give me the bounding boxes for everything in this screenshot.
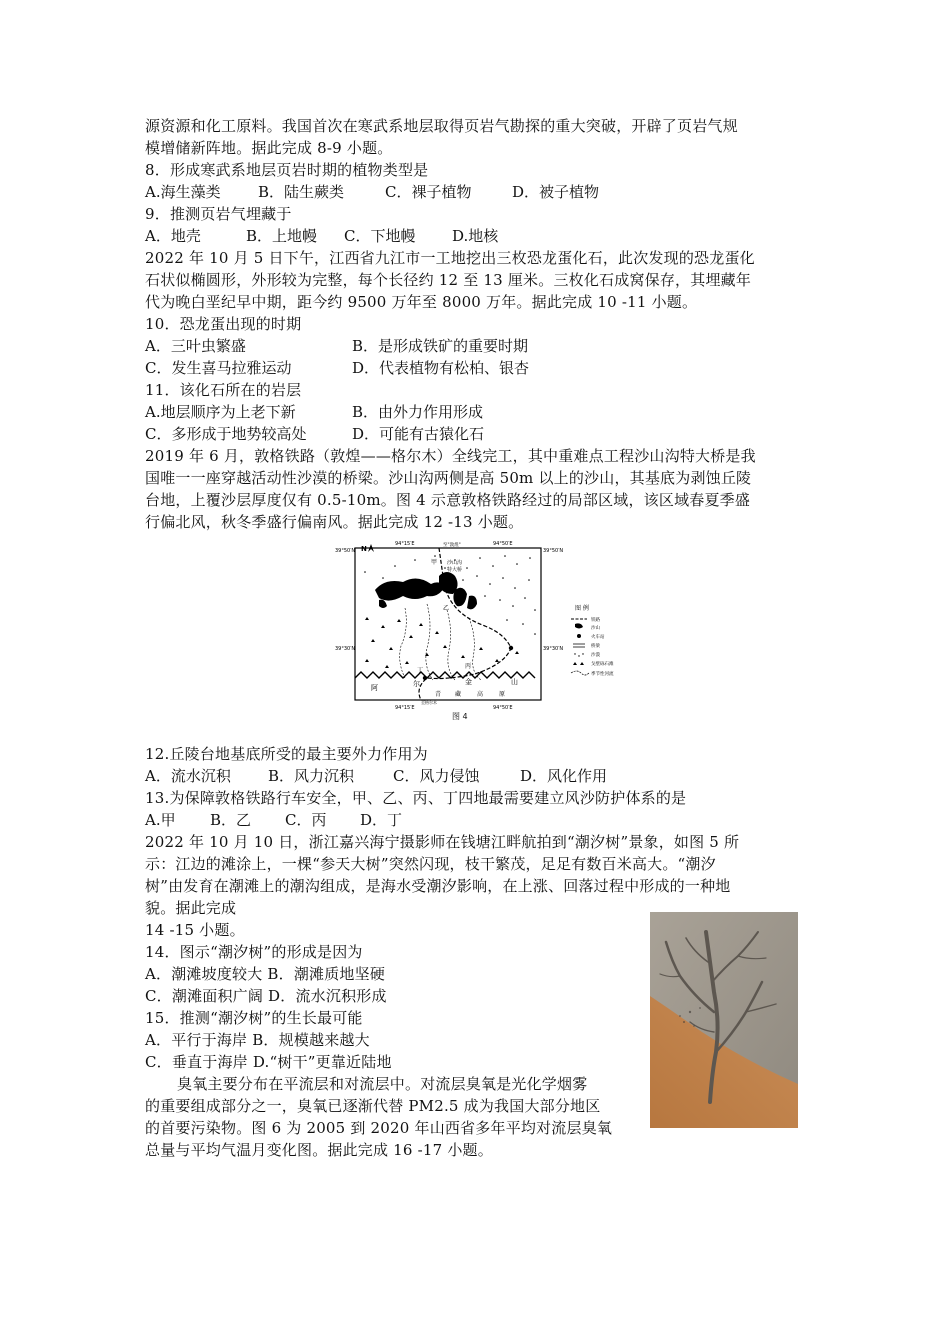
lat-bottom-left-label: 39°30′N (335, 646, 356, 652)
q13-option-d: D．丁 (360, 811, 403, 829)
q13-option-b: B．乙 (210, 811, 252, 829)
lat-bottom-right-label: 39°30′N (543, 646, 564, 652)
label-jia: 甲 (431, 559, 438, 566)
lon-bottom-left-label: 94°15′E (395, 705, 415, 711)
q10-option-b: B．是形成铁矿的重要时期 (352, 337, 529, 355)
legend-sand-icon (575, 623, 583, 628)
q14-options-line-1: A．潮滩坡度较大 B．潮滩质地坚硬 (145, 965, 386, 983)
q8-option-c: C．裸子植物 (385, 183, 472, 201)
paragraph-line: 台地，上覆沙层厚度仅有 0.5-10m。图 4 示意敦格铁路经过的局部区域，该区域春夏季盛 (145, 491, 751, 509)
question-14: 14．图示“潮汐树”的形成是因为 (145, 943, 363, 961)
q13-option-c: C．丙 (285, 811, 327, 829)
label-er: 尔 (413, 680, 420, 688)
paragraph-line: 2022 年 10 月 5 日下午，江西省九江市一工地挖出三枚恐龙蛋化石，此次发现的恐龙蛋化 (145, 249, 755, 267)
lat-top-right-label: 39°50′N (543, 548, 564, 554)
label-ding: 丁 (417, 667, 424, 674)
q12-option-d: D．风化作用 (520, 767, 608, 785)
paragraph-line: 2022 年 10 月 10 日，浙江嘉兴海宁摄影师在钱塘江畔航拍到“潮汐树”景象，如图 5 所 (145, 833, 740, 851)
lon-right-label: 94°50′E (493, 541, 513, 547)
lat-top-left-label: 39°50′N (335, 548, 356, 554)
map-legend (571, 604, 614, 677)
legend-railway: 铁路 (591, 618, 600, 623)
paragraph-line: 模增储新阵地。据此完成 8-9 小题。 (145, 139, 393, 157)
q10-option-d: D．代表植物有松柏、银杏 (352, 359, 530, 377)
label-a: 阿 (371, 684, 378, 692)
q8-option-a: A.海生藻类 (145, 183, 221, 201)
paragraph-line: 行偏北风，秋冬季盛行偏南风。据此完成 12 -13 小题。 (145, 513, 524, 531)
paragraph-line: 代为晚白垩纪早中期，距今约 9500 万年至 8000 万年。据此完成 10 -11 小题。 (145, 293, 698, 311)
q13-option-a: A.甲 (145, 811, 176, 829)
label-yi: 乙 (443, 605, 450, 612)
paragraph-line: 树”由发育在潮滩上的潮沟组成，是海水受潮汐影响，在上涨、回落过程中形成的一种地 (145, 877, 731, 895)
q11-option-b: B．由外力作用形成 (352, 403, 484, 421)
q9-option-a: A．地壳 (145, 227, 201, 245)
paragraph-line: 的首要污染物。图 6 为 2005 到 2020 年山西省多年平均对流层臭氧 (145, 1119, 613, 1137)
legend-title: 图 例 (575, 605, 589, 612)
legend-gobi: 戈壁砾石滩 (591, 662, 614, 667)
label-to-geermu: 至格尔木 (421, 700, 437, 705)
paragraph-line: 石状似椭圆形，外形较为完整，每个长径约 12 至 13 厘米。三枚化石成窝保存，其埋藏年 (145, 271, 752, 289)
paragraph-line: 貌。据此完成 (145, 899, 237, 917)
paragraph-line: 14 -15 小题。 (145, 921, 245, 939)
lon-bottom-right-label: 94°50′E (493, 705, 513, 711)
legend-gobi-icon (573, 662, 584, 665)
q15-options-line-2: C．垂直于海岸 D.“树干”更靠近陆地 (145, 1053, 392, 1071)
q11-option-a: A.地层顺序为上老下新 (145, 403, 296, 421)
q12-option-c: C．风力侵蚀 (393, 767, 480, 785)
question-9: 9．推测页岩气埋藏于 (145, 205, 292, 223)
legend-river-icon (571, 671, 589, 675)
paragraph-line: 2019 年 6 月，敦格铁路（敦煌——格尔木）全线完工，其中重难点工程沙山沟特大桥是我 (145, 447, 756, 465)
q15-options-line-1: A．平行于海岸 B．规模越来越大 (145, 1031, 370, 1049)
figure-5-tidal-tree-photo (650, 912, 798, 1128)
figure-4-caption: 图 4 (452, 712, 468, 721)
q8-option-d: D．被子植物 (512, 183, 600, 201)
legend-desert-icon (574, 653, 583, 656)
question-8: 8．形成寒武系地层页岩时期的植物类型是 (145, 161, 429, 179)
train-station-icon (509, 646, 513, 650)
label-bing: 丙 (465, 663, 472, 670)
label-yuan: 原 (499, 691, 506, 698)
svg-text:N: N (361, 545, 367, 553)
q8-option-b: B．陆生蕨类 (258, 183, 345, 201)
lon-left-label: 94°15′E (395, 541, 415, 547)
legend-bridge-icon (573, 644, 585, 647)
question-10: 10．恐龙蛋出现的时期 (145, 315, 302, 333)
label-zang: 藏 (455, 691, 462, 698)
question-12: 12.丘陵台地基底所受的最主要外力作用为 (145, 745, 428, 763)
q10-option-a: A．三叶虫繁盛 (145, 337, 246, 355)
label-jin: 金 (465, 678, 472, 686)
question-13: 13.为保障敦格铁路行车安全，甲、乙、丙、丁四地最需要建立风沙防护体系的是 (145, 789, 687, 807)
q11-option-d: D．可能有古猿化石 (352, 425, 485, 443)
paragraph-line: 源资源和化工原料。我国首次在寒武系地层取得页岩气勘探的重大突破，开辟了页岩气规 (145, 117, 738, 135)
q9-option-c: C．下地幔 (344, 227, 416, 245)
legend-desert: 沙漠 (591, 653, 600, 658)
figure-4-map (335, 538, 635, 726)
q9-option-b: B．上地幔 (246, 227, 318, 245)
paragraph-line: 国唯一一座穿越活动性沙漠的桥梁。沙山沟两侧是高 50m 以上的沙山，其基底为剥蚀丘陵 (145, 469, 752, 487)
paragraph-line: 臭氧主要分布在平流层和对流层中。对流层臭氧是光化学烟雾 (177, 1075, 588, 1093)
label-bridge: 沙山沟 (447, 560, 463, 566)
q12-option-a: A．流水沉积 (145, 767, 231, 785)
paragraph-line: 的重要组成部分之一，臭氧已逐渐代替 PM2.5 成为我国大部分地区 (145, 1097, 601, 1115)
q11-option-c: C．多形成于地势较高处 (145, 425, 307, 443)
paragraph-line: 总量与平均气温月变化图。据此完成 16 -17 小题。 (145, 1141, 493, 1159)
question-15: 15．推测“潮汐树”的生长最可能 (145, 1009, 363, 1027)
q10-option-c: C．发生喜马拉雅运动 (145, 359, 292, 377)
label-bridge-2: 特大桥 (447, 567, 463, 573)
q14-options-line-2: C．潮滩面积广阔 D．流水沉积形成 (145, 987, 387, 1005)
legend-sand: 沙山 (591, 626, 600, 631)
label-shan: 山 (511, 678, 518, 686)
paragraph-line: 示：江边的滩涂上，一棵“参天大树”突然闪现，枝干繁茂，足足有数百米高大。“潮汐 (145, 855, 716, 873)
q9-option-d: D.地核 (452, 227, 499, 245)
question-11: 11．该化石所在的岩层 (145, 381, 302, 399)
label-qing: 青 (435, 691, 442, 698)
label-gao: 高 (477, 691, 484, 698)
legend-station: 火车站 (591, 635, 605, 640)
legend-station-icon (577, 634, 581, 638)
label-to-dunhuang: 至"敦煌" (443, 543, 461, 548)
legend-river: 季节性河流 (591, 672, 614, 677)
q12-option-b: B．风力沉积 (268, 767, 355, 785)
legend-bridge: 桥梁 (591, 644, 600, 649)
